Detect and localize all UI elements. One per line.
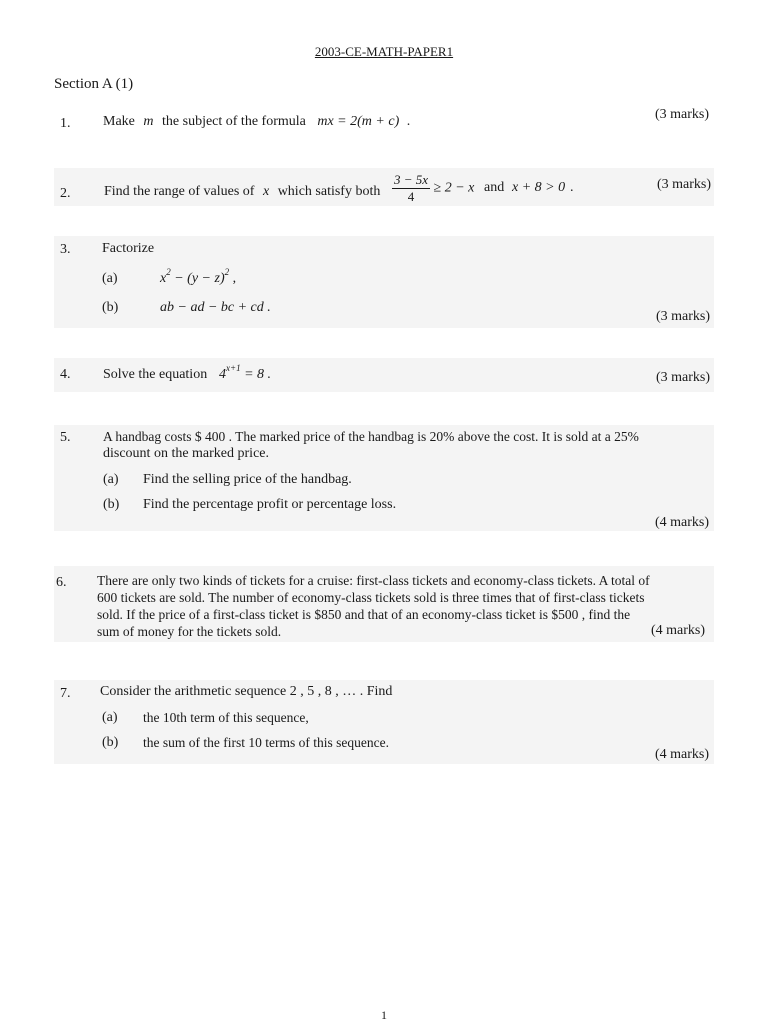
- question-2-marks: (3 marks): [657, 177, 712, 192]
- question-1-marks: (3 marks): [655, 107, 710, 122]
- question-3-intro: Factorize: [102, 241, 155, 256]
- q3-a-mid: − (y − z): [170, 271, 225, 286]
- section-heading: Section A (1): [54, 76, 134, 92]
- question-1-text: [103, 114, 410, 130]
- q1-end: .: [406, 114, 411, 129]
- q5-part-b-text: Find the percentage profit or percentage loss.: [143, 497, 397, 512]
- q2-fraction: [392, 172, 430, 205]
- question-3-marks: (3 marks): [656, 309, 711, 324]
- question-4-number: 4.: [60, 367, 71, 382]
- q7-part-b-text: the sum of the first 10 terms of this sequence.: [143, 735, 389, 750]
- q4-rest: = 8 .: [240, 367, 272, 382]
- q3-a-sup2: 2: [224, 267, 230, 277]
- q3-a-end: ,: [229, 271, 237, 286]
- question-5-marks: (4 marks): [655, 515, 710, 530]
- question-7-intro: Consider the arithmetic sequence 2 , 5 , 8 , … . Find: [100, 684, 393, 699]
- q4-exponent: x+1: [226, 363, 241, 373]
- q4-equation: [219, 363, 272, 383]
- q6-line-3: sold. If the price of a first-class ticket is $850 and that of an economy-class ticket is $500 , find the: [97, 607, 631, 622]
- q5-line-1: A handbag costs $ 400 . The marked price of the handbag is 20% above the cost. It is sold at a 25%: [103, 429, 639, 444]
- question-3-number: 3.: [60, 242, 71, 257]
- q2-inequality-1-rest: ≥ 2 − x: [433, 180, 475, 196]
- q2-and: and: [484, 180, 505, 195]
- q5-part-a-text: Find the selling price of the handbag.: [143, 472, 352, 487]
- q2-inequality-2: x + 8 > 0: [512, 180, 566, 195]
- q1-formula: mx = 2(m + c): [317, 114, 400, 129]
- q6-line-2: 600 tickets are sold. The number of economy-class tickets sold is three times that of first-class tickets: [97, 590, 645, 605]
- question-7-marks: (4 marks): [655, 747, 710, 762]
- q5-part-a-label: (a): [103, 472, 119, 487]
- q2-text: Find the range of values of: [104, 184, 255, 199]
- q2-fraction-denominator: 4: [407, 189, 415, 204]
- q2-fraction-numerator: 3 − 5x: [394, 172, 429, 187]
- q5-part-b-label: (b): [103, 497, 120, 512]
- question-2-number: 2.: [60, 186, 71, 201]
- question-7-number: 7.: [60, 686, 71, 701]
- q3-a-sup1: 2: [166, 267, 171, 277]
- q3-a-x: x: [160, 271, 167, 286]
- question-6-number: 6.: [56, 575, 67, 590]
- q6-line-4: sum of money for the tickets sold.: [97, 624, 282, 639]
- question-2-text: [104, 184, 380, 200]
- q3-part-b-label: (b): [102, 300, 119, 315]
- question-4-marks: (3 marks): [656, 370, 711, 385]
- question-1-number: 1.: [60, 116, 71, 131]
- q3-part-b-expression: ab − ad − bc + cd .: [160, 300, 271, 315]
- q2-inequality-1: [392, 172, 474, 205]
- question-5-number: 5.: [60, 430, 71, 445]
- q4-base: 4: [219, 367, 226, 382]
- q1-text-after: the subject of the formula: [162, 114, 306, 129]
- q2-variable-x: x: [262, 184, 270, 199]
- q2-end: .: [570, 180, 574, 195]
- paper-title: 2003-CE-MATH-PAPER1: [314, 44, 454, 59]
- q5-line-2: discount on the marked price.: [103, 446, 270, 461]
- q7-part-b-label: (b): [102, 735, 119, 750]
- question-4-text: Solve the equation: [103, 367, 208, 382]
- q3-part-a-expression: [160, 267, 237, 287]
- q1-variable-m: m: [143, 114, 154, 129]
- q7-part-a-text: the 10th term of this sequence,: [143, 710, 309, 725]
- q6-line-1: There are only two kinds of tickets for a cruise: first-class tickets and economy-class tickets. A total of: [97, 573, 650, 588]
- q1-text-before: Make: [103, 114, 135, 129]
- question-6-marks: (4 marks): [651, 623, 706, 638]
- q3-part-a-label: (a): [102, 271, 118, 286]
- q7-part-a-label: (a): [102, 710, 118, 725]
- q2-text2: which satisfy both: [277, 184, 381, 199]
- page-number: 1: [381, 1008, 387, 1022]
